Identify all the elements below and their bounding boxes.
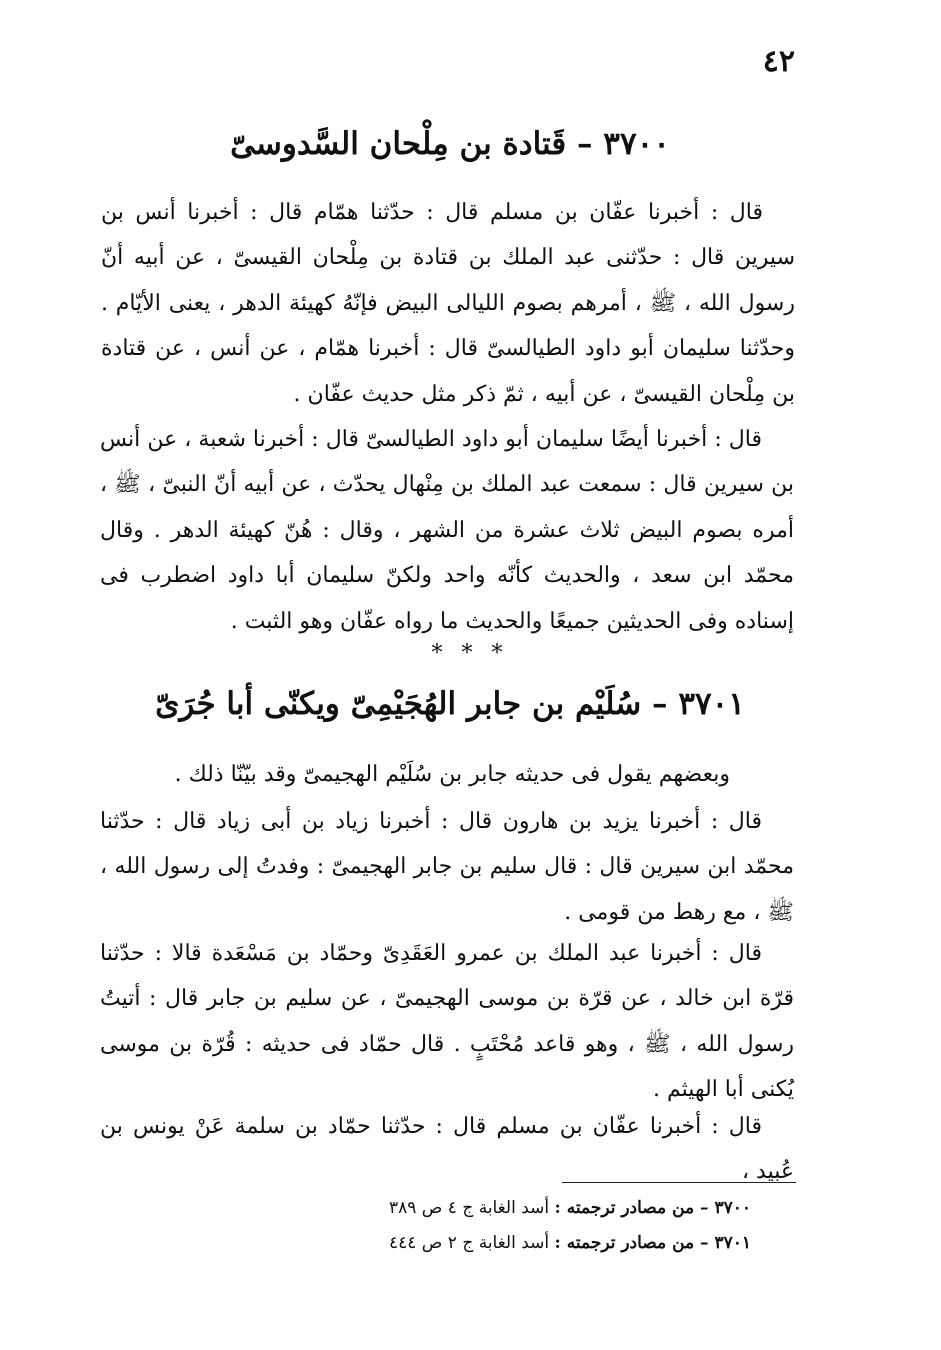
footnote-ref: ٣٧٠٠ – من مصادر ترجمته : bbox=[554, 1198, 751, 1218]
footnote-divider bbox=[562, 1182, 796, 1183]
paragraph: قال : أخبرنا أيضًا سليمان أبو داود الطيالسىّ قال : أخبرنا شعبة ، عن أنس بن سيرين قال : سمعت عبد الملك بن مِنْهال يحدّث ، عن أبيه أنّ النبىّ ، ﷺ ، أمره بصوم البيض ثلاث عشرة من الشهر ، وقال : هُنّ كهيئة الدهر . وقال محمّد ابن سعد ، والحديث كأنّه واحد ولكنّ سليمان أبا داود اضطرب فى إسناده وفى الحديثين جميعًا والحديث ما رواه عفّان وهو الثبت . bbox=[100, 427, 794, 634]
section-title-3701: ٣٧٠١ – سُلَيْم بن جابر الهُجَيْمِىّ ويكنّى أبا جُرَىّ bbox=[155, 686, 745, 722]
paragraph: وبعضهم يقول فى حديثه جابر بن سُلَيْم الهجيمىّ وقد بيّنّا ذلك . bbox=[174, 762, 730, 787]
paragraph: قال : أخبرنا عفّان بن مسلم قال : حدّثنا حمّاد بن سلمة عَنْ يونس بن عُبيد ، bbox=[100, 1114, 794, 1185]
page-number: ٤٢ bbox=[762, 44, 795, 79]
footnote-3700 bbox=[191, 1195, 751, 1221]
paragraph: قال : أخبرنا يزيد بن هارون قال : أخبرنا زياد بن أبى زياد قال : حدّثنا محمّد ابن سيرين قال : قال سليم بن جابر الهجيمىّ : وفدتُ إلى رسول الله ، ﷺ ، مع رهط من قومى . bbox=[100, 809, 794, 925]
paragraph: قال : أخبرنا عفّان بن مسلم قال : حدّثنا همّام قال : أخبرنا أنس بن سيرين قال : حدّثنى عبد الملك بن قتادة بن مِلْحان القيسىّ ، عن أبيه أنّ رسول الله ، ﷺ ، أمرهم بصوم الليالى البيض فإنّهُ كهيئة الدهر ، يعنى الأيّام . وحدّثنا سليمان أبو داود الطيالسىّ قال : أخبرنا همّام ، عن أنس ، عن قتادة بن مِلْحان القيسىّ ، عن أبيه ، ثمّ ذكر مثل حديث عفّان . bbox=[101, 200, 795, 407]
footnote-ref: ٣٧٠١ – من مصادر ترجمته : bbox=[554, 1233, 751, 1253]
section-title-3700: ٣٧٠٠ – قَتادة بن مِلْحان السَّدوسىّ bbox=[230, 126, 670, 162]
section-separator: * * * bbox=[431, 641, 509, 666]
paragraph: قال : أخبرنا عبد الملك بن عمرو العَقَدِىّ وحمّاد بن مَسْعَدة قالا : حدّثنا قرّة ابن خالد ، عن قرّة بن موسى الهجيمىّ ، عن سليم بن جابر قال : أتيتُ رسول الله ، ﷺ ، وهو قاعد مُحْتَبٍ . قال حمّاد فى حديثه : قُرّة بن موسى يُكنى أبا الهيثم . bbox=[100, 941, 794, 1103]
footnote-text: أسد الغابة ج ٢ ص ٤٤٤ bbox=[389, 1233, 550, 1253]
footnote-3701 bbox=[191, 1230, 751, 1256]
footnote-text: أسد الغابة ج ٤ ص ٣٨٩ bbox=[389, 1198, 550, 1218]
